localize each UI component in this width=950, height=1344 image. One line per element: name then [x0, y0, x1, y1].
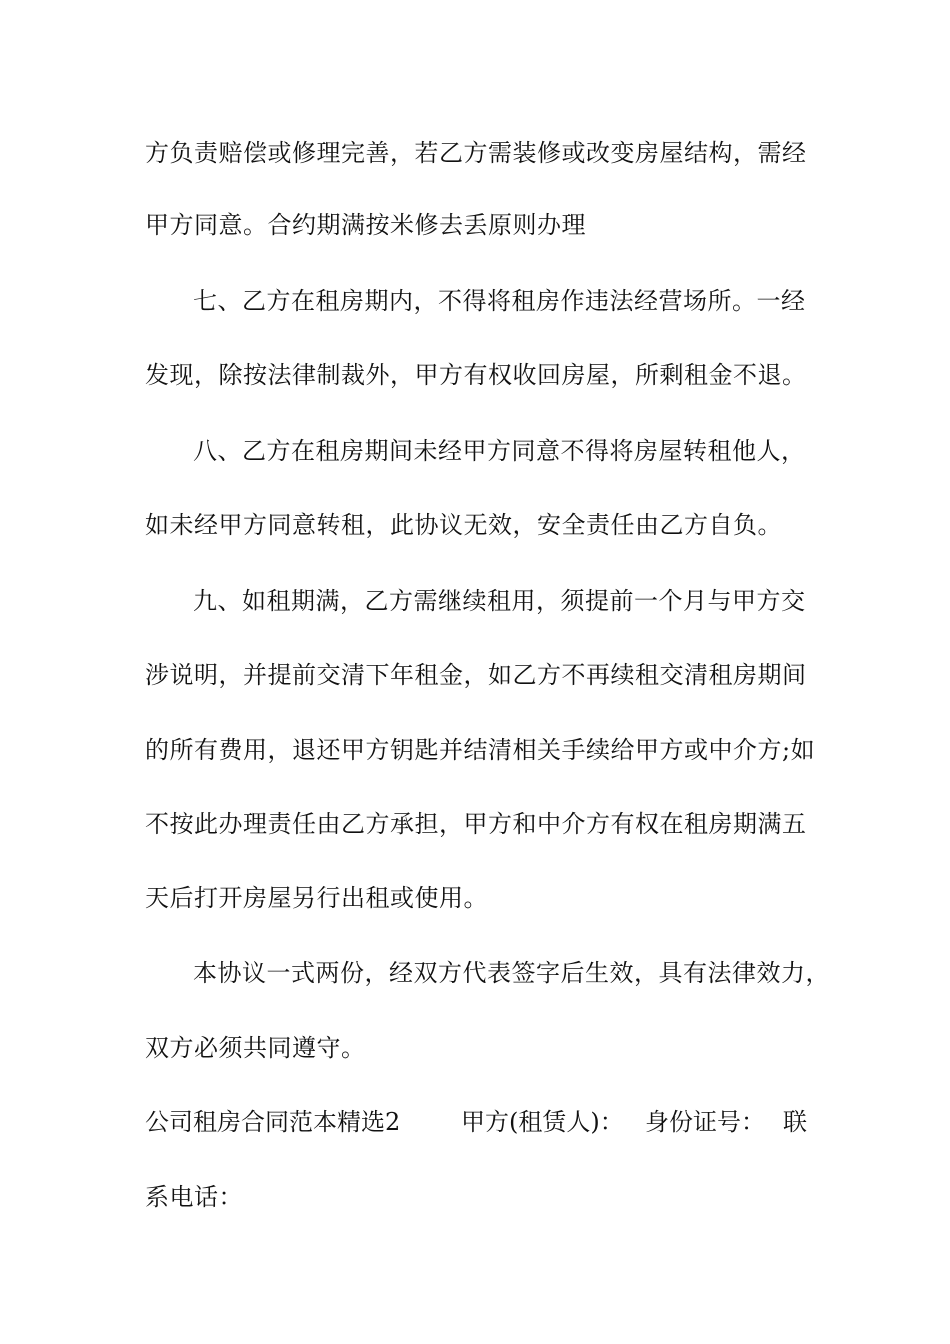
paragraph-line: 发现，除按法律制裁外，甲方有权收回房屋，所剩租金不退。: [145, 361, 807, 389]
paragraph-line-agreement: 本协议一式两份，经双方代表签字后生效，具有法律效力，: [193, 959, 830, 987]
paragraph-line: 方负责赔偿或修理完善，若乙方需装修或改变房屋结构，需经: [145, 139, 807, 167]
paragraph-line-clause-7: 七、乙方在租房期内，不得将租房作违法经营场所。一经: [193, 287, 806, 315]
paragraph-line: 双方必须共同遵守。: [145, 1034, 366, 1062]
contact-label-end: 系电话：: [145, 1183, 243, 1211]
paragraph-line: 甲方同意。合约期满按米修去丢原则办理: [145, 211, 586, 239]
paragraph-line-clause-8: 八、乙方在租房期间未经甲方同意不得将房屋转租他人，: [193, 437, 806, 465]
id-number-label: 身份证号：: [645, 1108, 765, 1136]
paragraph-line: 天后打开房屋另行出租或使用。: [145, 884, 488, 912]
paragraph-line: 的所有费用，退还甲方钥匙并结清相关手续给甲方或中介方;如: [145, 736, 816, 764]
paragraph-line: 涉说明，并提前交清下年租金，如乙方不再续租交清租房期间: [145, 661, 807, 689]
paragraph-line: 如未经甲方同意转租，此协议无效，安全责任由乙方自负。: [145, 511, 782, 539]
party-a-label: 甲方(租赁人)：: [461, 1108, 624, 1136]
paragraph-line: 不按此办理责任由乙方承担，甲方和中介方有权在租房期满五: [145, 810, 807, 838]
contact-label-start: 联: [783, 1108, 807, 1136]
contract-title: 公司租房合同范本精选2: [145, 1108, 401, 1136]
contract-heading-line: [145, 1105, 825, 1139]
paragraph-line-clause-9: 九、如租期满，乙方需继续租用，须提前一个月与甲方交: [193, 587, 806, 615]
